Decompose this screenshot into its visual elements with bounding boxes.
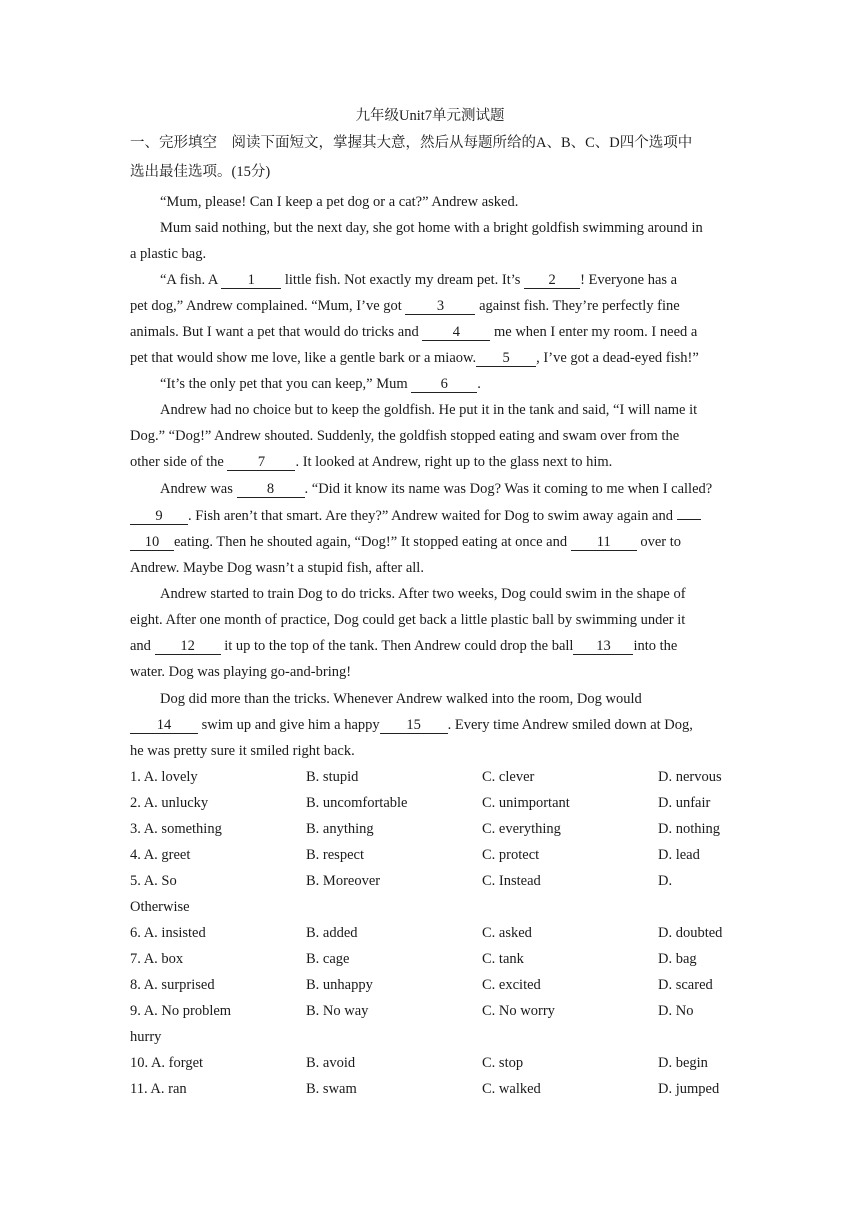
option-5-a: 5. A. So — [130, 873, 177, 889]
section-instruction-line2: 选出最佳选项。(15分) — [130, 164, 271, 180]
text-span: little fish. Not exactly my dream pet. It’s — [281, 272, 525, 288]
option-5-d-wrap: Otherwise — [130, 899, 190, 915]
option-1-a: 1. A. lovely — [130, 769, 198, 785]
option-9-d: D. No — [658, 1003, 694, 1019]
passage-line — [130, 715, 730, 735]
passage-line — [130, 348, 730, 368]
option-11-d: D. jumped — [658, 1081, 720, 1097]
text-span: . It looked at Andrew, right up to the glass next to him. — [295, 454, 613, 470]
blank-3: 3 — [405, 298, 475, 315]
option-3-c: C. everything — [482, 821, 561, 837]
text-span: me when I enter my room. I need a — [490, 324, 698, 340]
option-2-c: C. unimportant — [482, 795, 570, 811]
option-11-b: B. swam — [306, 1081, 357, 1097]
option-2-d: D. unfair — [658, 795, 711, 811]
passage-line: Mum said nothing, but the next day, she got home with a bright goldfish swimming around in — [160, 220, 703, 236]
option-7-d: D. bag — [658, 951, 697, 967]
passage-line: Dog did more than the tricks. Whenever Andrew walked into the room, Dog would — [160, 691, 642, 707]
text-span: and — [130, 638, 155, 654]
text-span: “It’s the only pet that you can keep,” Mum — [160, 376, 412, 392]
passage-line — [160, 374, 760, 394]
blank-5: 5 — [476, 350, 536, 367]
text-span: . “Did it know its name was Dog? Was it coming to me when I called? — [304, 481, 713, 497]
option-3-b: B. anything — [306, 821, 374, 837]
blank-8: 8 — [237, 481, 305, 498]
option-1-d: D. nervous — [658, 769, 722, 785]
passage-line — [130, 452, 730, 472]
text-span: , I’ve got a dead-eyed fish!” — [536, 350, 699, 366]
option-11-c: C. walked — [482, 1081, 541, 1097]
text-span: it up to the top of the tank. Then Andrew could drop the ball — [220, 638, 574, 654]
option-8-c: C. excited — [482, 977, 541, 993]
option-6-c: C. asked — [482, 925, 532, 941]
text-span: . Fish aren’t that smart. Are they?” Andrew waited for Dog to swim away again and — [188, 508, 677, 524]
text-span: Andrew was — [160, 481, 237, 497]
blank-2: 2 — [524, 272, 580, 289]
option-6-d: D. doubted — [658, 925, 723, 941]
passage-line — [160, 270, 760, 290]
passage-line: Andrew had no choice but to keep the goldfish. He put it in the tank and said, “I will name it — [160, 402, 698, 418]
option-3-a: 3. A. something — [130, 821, 222, 837]
blank-1: 1 — [221, 272, 281, 289]
passage-line: water. Dog was playing go-and-bring! — [130, 664, 352, 680]
option-11-a: 11. A. ran — [130, 1081, 187, 1097]
option-5-d: D. — [658, 873, 673, 889]
text-span: eating. Then he shouted again, “Dog!” It stopped eating at once and — [174, 534, 571, 550]
option-9-d-wrap: hurry — [130, 1029, 162, 1045]
blank-7: 7 — [227, 454, 295, 471]
option-3-d: D. nothing — [658, 821, 721, 837]
passage-line — [130, 296, 730, 316]
passage-line: “Mum, please! Can I keep a pet dog or a cat?” Andrew asked. — [160, 194, 519, 210]
option-7-c: C. tank — [482, 951, 524, 967]
text-span: “A fish. A — [160, 272, 222, 288]
blank-13: 13 — [573, 638, 633, 655]
section-instruction-line1: 一、完形填空 阅读下面短文，掌握其大意，然后从每题所给的A、B、C、D四个选项中 — [130, 135, 693, 151]
text-span: pet dog,” Andrew complained. “Mum, I’ve got — [130, 298, 406, 314]
text-span: pet that would show me love, like a gentle bark or a miaow. — [130, 350, 477, 366]
passage-line — [130, 636, 730, 656]
option-2-a: 2. A. unlucky — [130, 795, 209, 811]
option-7-b: B. cage — [306, 951, 350, 967]
option-4-b: B. respect — [306, 847, 364, 863]
text-span: ! Everyone has a — [580, 272, 678, 288]
text-span: animals. But I want a pet that would do tricks and — [130, 324, 423, 340]
blank-10-start — [677, 519, 701, 520]
option-6-b: B. added — [306, 925, 358, 941]
text-span: into the — [633, 638, 678, 654]
blank-12: 12 — [155, 638, 221, 655]
option-4-c: C. protect — [482, 847, 540, 863]
passage-line: Dog.” “Dog!” Andrew shouted. Suddenly, the goldfish stopped eating and swam over from the — [130, 428, 680, 444]
option-5-c: C. Instead — [482, 873, 541, 889]
option-8-d: D. scared — [658, 977, 713, 993]
passage-line: eight. After one month of practice, Dog could get back a little plastic ball by swimming under it — [130, 612, 686, 628]
passage-line — [160, 479, 760, 499]
blank-6: 6 — [411, 376, 477, 393]
option-4-d: D. lead — [658, 847, 700, 863]
text-span: other side of the — [130, 454, 228, 470]
option-4-a: 4. A. greet — [130, 847, 191, 863]
option-10-c: C. stop — [482, 1055, 524, 1071]
option-7-a: 7. A. box — [130, 951, 184, 967]
passage-line: Andrew. Maybe Dog wasn’t a stupid fish, after all. — [130, 560, 424, 576]
passage-line: a plastic bag. — [130, 246, 207, 262]
option-8-b: B. unhappy — [306, 977, 373, 993]
blank-10: 10 — [130, 534, 174, 551]
option-2-b: B. uncomfortable — [306, 795, 408, 811]
passage-line — [130, 322, 730, 342]
option-5-b: B. Moreover — [306, 873, 381, 889]
page-title: 九年级Unit7单元测试题 — [355, 108, 505, 124]
text-span: . — [477, 376, 481, 392]
passage-line — [130, 532, 730, 552]
text-span: against fish. They’re perfectly fine — [475, 298, 680, 314]
blank-14: 14 — [130, 717, 198, 734]
text-span: swim up and give him a happy — [198, 717, 380, 733]
option-10-b: B. avoid — [306, 1055, 356, 1071]
passage-line: Andrew started to train Dog to do tricks. After two weeks, Dog could swim in the shape of — [160, 586, 686, 602]
passage-line — [130, 506, 730, 526]
option-9-c: C. No worry — [482, 1003, 555, 1019]
option-1-c: C. clever — [482, 769, 535, 785]
blank-9: 9 — [130, 508, 188, 525]
option-10-a: 10. A. forget — [130, 1055, 204, 1071]
option-9-a: 9. A. No problem — [130, 1003, 232, 1019]
blank-15: 15 — [380, 717, 448, 734]
text-span: . Every time Andrew smiled down at Dog, — [447, 717, 693, 733]
passage-line: he was pretty sure it smiled right back. — [130, 743, 355, 759]
text-span: over to — [636, 534, 682, 550]
option-10-d: D. begin — [658, 1055, 708, 1071]
option-8-a: 8. A. surprised — [130, 977, 215, 993]
blank-4: 4 — [422, 324, 490, 341]
blank-11: 11 — [571, 534, 637, 551]
option-6-a: 6. A. insisted — [130, 925, 206, 941]
option-1-b: B. stupid — [306, 769, 359, 785]
option-9-b: B. No way — [306, 1003, 369, 1019]
